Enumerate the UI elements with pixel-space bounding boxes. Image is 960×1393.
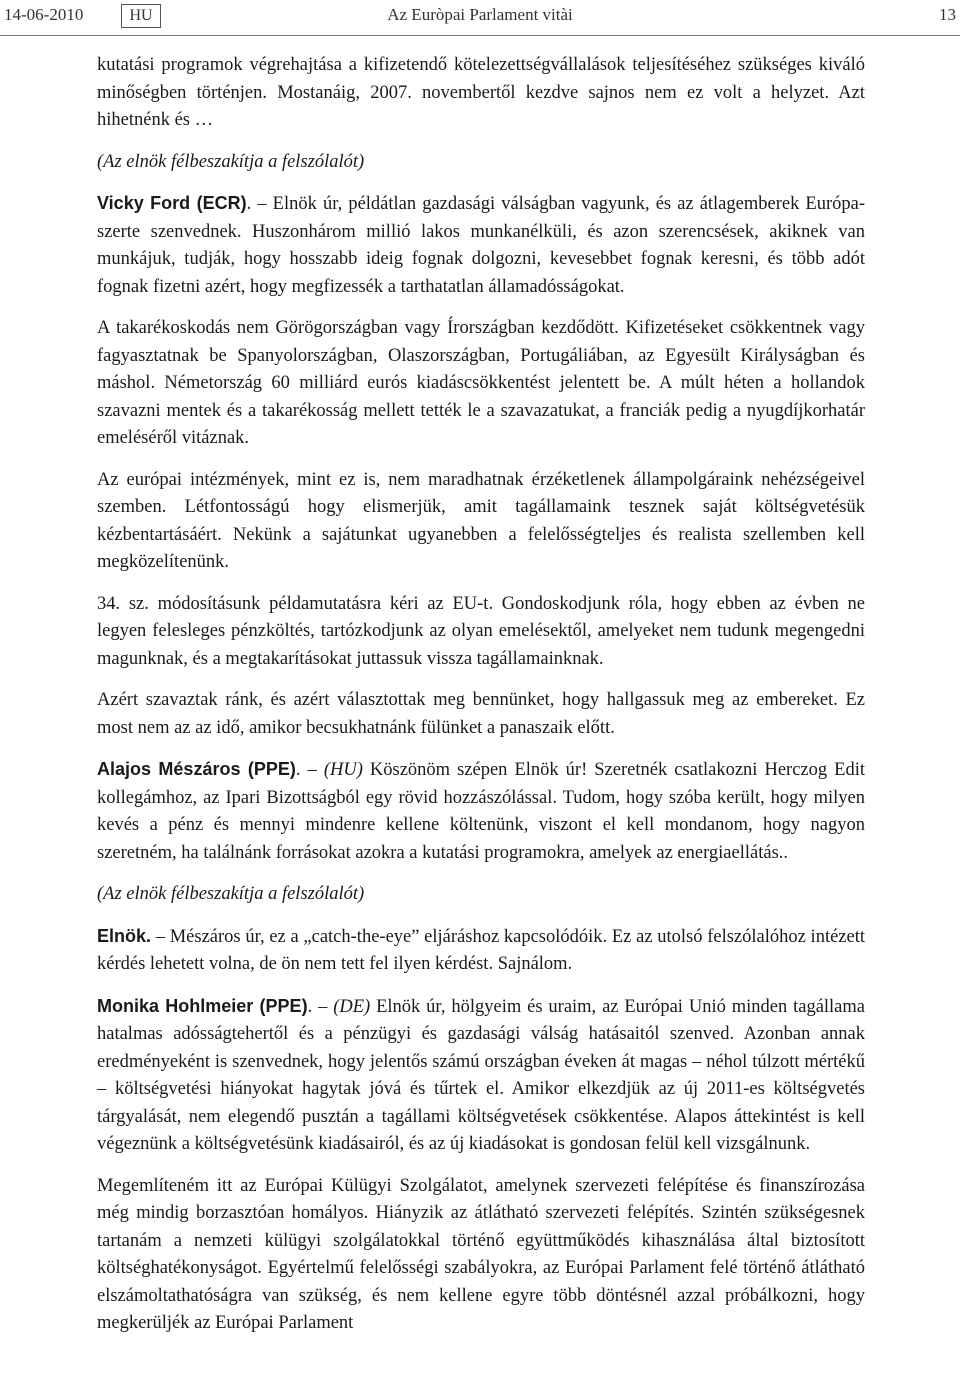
header-divider <box>0 35 960 36</box>
stage-direction: (Az elnök félbeszakítja a felszólalót) <box>97 151 365 172</box>
page-number: 13 <box>939 5 956 24</box>
document-body <box>97 52 865 1352</box>
paragraph: A takarékoskodás nem Görögországban vagy Írországban kezdődött. Kifizetéseket csökkentnek vagy fagyasztatnak be Spanyolországban, Olaszországban, Portugáliában, az Egyesült Királyságban és máshol. Németország 60 milliárd eurós kiadáscsökkentést jelentett be. A múlt héten a hollandok szavazni mentek és a takarékosság mellett tették le a szavazatukat, a franciák pedig a nyugdíjkorhatár emeléséről vitáznak. <box>97 318 865 448</box>
speech-paragraph <box>97 190 865 301</box>
speaker-name: Elnök. <box>97 925 152 946</box>
speech-text: – Mészáros úr, ez a „catch-the-eye” eljáráshoz kapcsolódóik. Ez az utolsó felszólalóhoz intézett kérdés lehetett volna, de ön nem tett fel ilyen kérdést. Sajnálom. <box>97 926 865 974</box>
speaker-name: Monika Hohlmeier (PPE) <box>97 995 308 1016</box>
paragraph: 34. sz. módosításunk példamutatásra kéri az EU-t. Gondoskodjunk róla, hogy ebben az évben ne legyen felesleges pénzköltés, tartózkodjunk az olyan emelésektől, amelyeket nem tudunk megengedni magunknak, és a megtakarításokat juttassuk vissza tagállamainknak. <box>97 593 865 669</box>
speech-text: Elnök úr, hölgyeim és uraim, az Európai Unió minden tagállama hatalmas adósságtehertől és a pénzügyi és gazdasági válság hatásaitól szenved. Azonban annak eredményeként is szenvednek, hogy jelentős számú országban éveken át magas – néhol túlzott mértékű – költségvetési hiányokat hagytak jóvá és tűrtek el. Amikor elkezdjük az új 2011-es költségvetés tárgyalását, nem elegendő pusztán a tagállami költségvetések csökkentése. Alapos áttekintést is kell végeznünk a költségvetésünk kiadásairól, és az új kiadásokat is gondosan felül kell vizsgálnunk. <box>97 996 865 1154</box>
stage-direction: (Az elnök félbeszakítja a felszólalót) <box>97 884 365 904</box>
language-tag: (HU) <box>323 760 363 780</box>
speaker-name: Vicky Ford (ECR) <box>97 193 247 213</box>
language-badge: HU <box>121 4 161 28</box>
language-tag: (DE) <box>333 996 371 1017</box>
speech-text: Köszönöm szépen Elnök úr! Szeretnék csatlakozni Herczog Edit kollegámhoz, az Ipari Bizottságból egy rövid hozzászólással. Tudom, hogy szóba került, hogy milyen kevés a pénz és mennyi mindenre kellene költenünk, viszont el kell mondanom, hogy nagyon szeretném, ha találnánk forrásokat azokra a kutatási programokra, amelyek az energiaellátás.. <box>97 760 865 863</box>
speech-separator: . – <box>307 996 334 1017</box>
speech-paragraph <box>97 756 865 867</box>
paragraph: Az európai intézmények, mint ez is, nem maradhatnak érzéketlenek állampolgáraink nehézségeivel szemben. Létfontosságú hogy elismerjük, amit tagállamaink tesznek saját költségvetésük kézbentartásáért. Nekünk a sajátunkat ugyanebben a felelősségteljes és realista szellemben kell megközelítenünk. <box>97 469 865 572</box>
paragraph: Azért szavaztak ránk, és azért választottak meg bennünket, hogy hallgassuk meg az embereket. Ez most nem az az idő, amikor becsukhatnánk fülünket a panaszaik előtt. <box>97 690 865 738</box>
paragraph: Megemlíteném itt az Európai Külügyi Szolgálatot, amelynek szervezeti felépítése és finanszírozása még mindig borzasztóan homályos. Hiányzik az átlátható szervezeti felépítés. Szintén szükségesnek tartanám a nemzeti külügyi szolgálatokkal történő együttműködés kihasználása által biztosított költséghatékonyságot. Egyértelmű felelősségi szabályokra, az Európai Parlament felé történő átlátható elszámoltathatóságra van szükség, és nem kellene egyre több döntésnél azzal próbálkozni, hogy megkerüljék az Európai Parlament <box>97 1175 865 1333</box>
paragraph: kutatási programok végrehajtása a kifizetendő kötelezettségvállalások teljesítéséhez szükséges kiváló minőségben történjen. Mostanáig, 2007. novembertől kezdve sajnos nem ez volt a helyzet. Azt hihetnénk és … <box>97 55 865 130</box>
speaker-name: Alajos Mészáros (PPE) <box>97 759 296 779</box>
page-header <box>0 0 960 34</box>
speech-paragraph <box>97 923 865 979</box>
header-date: 14-06-2010 <box>4 5 84 24</box>
speech-paragraph <box>97 993 865 1159</box>
speech-text: . – Elnök úr, példátlan gazdasági válságban vagyunk, és az átlagemberek Európa-szerte szenvednek. Huszonhárom millió lakos munkanélküli, és azon szerencsések, akiknek van munkájuk, tudják, hogy hosszabb ideig fognak dolgozni, kevesebbet fognak keresni, és több adót fognak fizetni azért, hogy megfizessék a tarthatatlan államadósságokat. <box>97 194 865 297</box>
journal-title: Az Euròpai Parlament vitài <box>387 5 573 24</box>
speech-separator: . – <box>295 760 324 780</box>
